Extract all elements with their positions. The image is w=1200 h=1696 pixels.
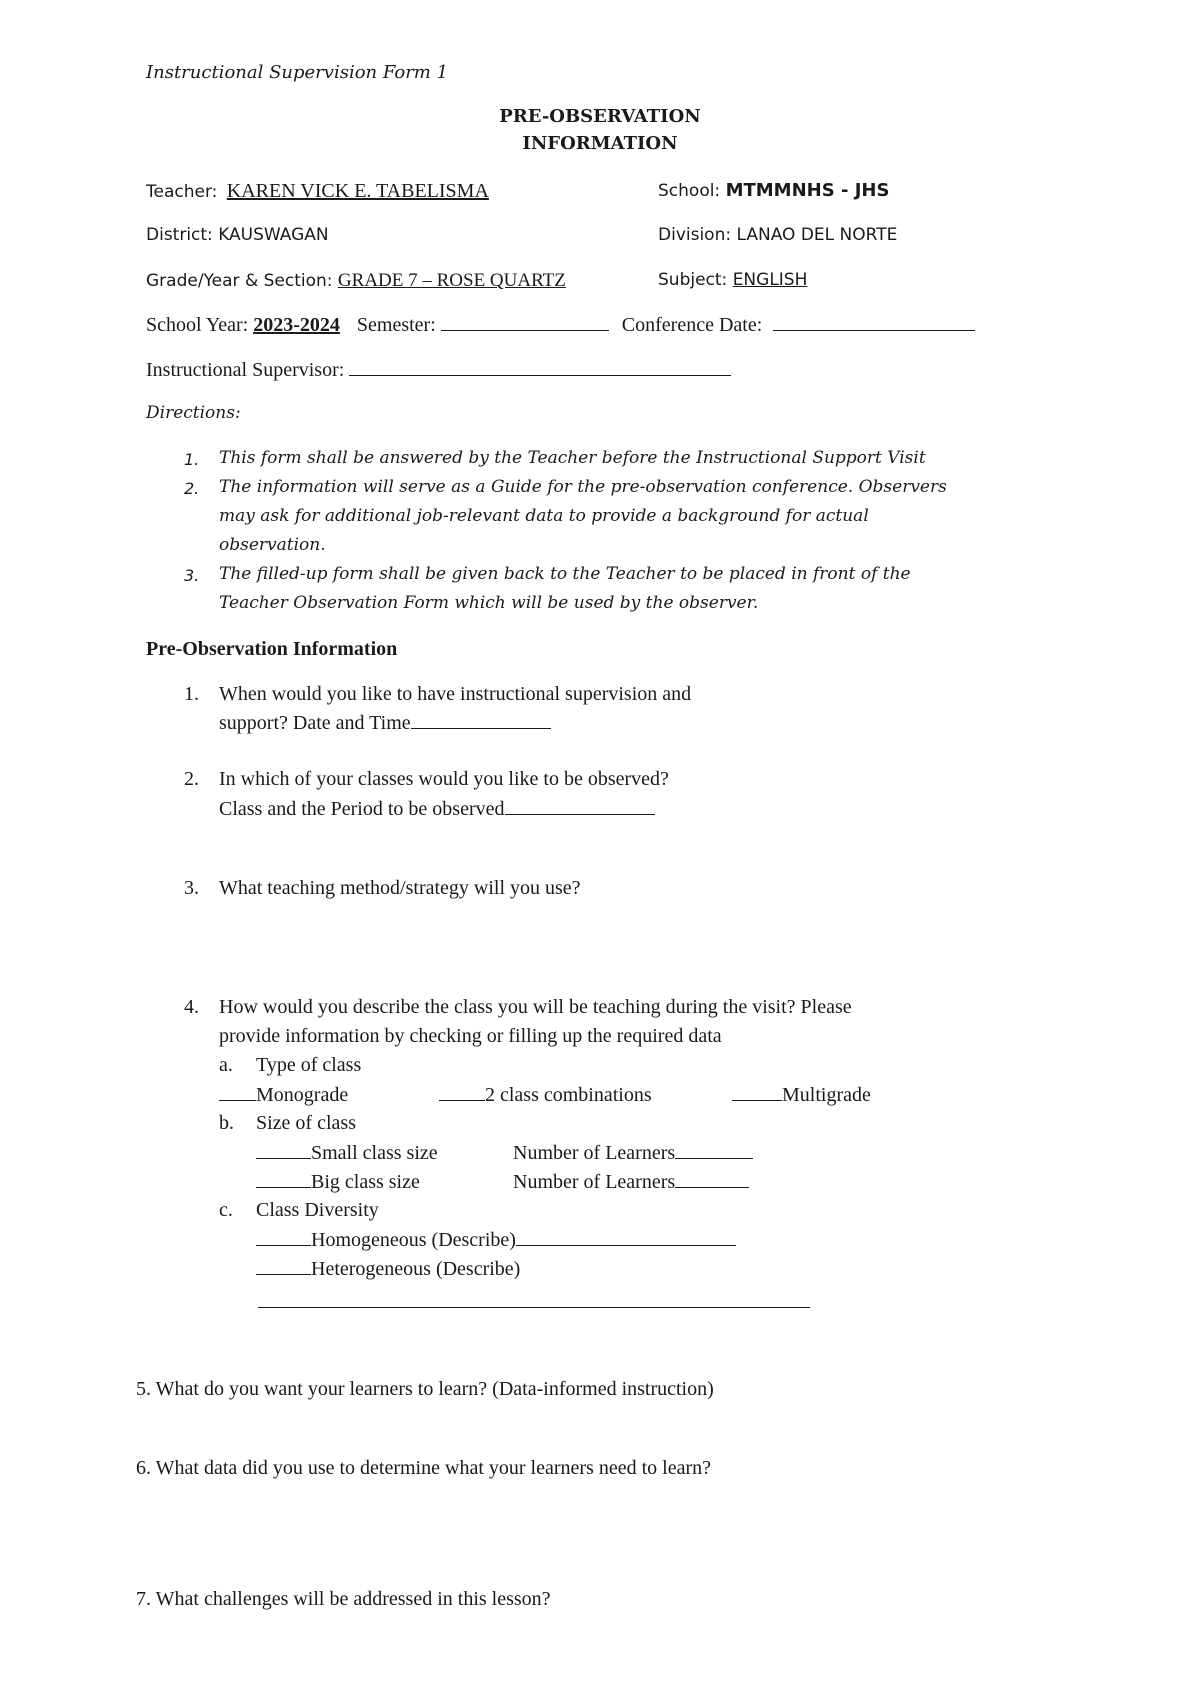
question-number: 4. (184, 996, 199, 1018)
subject-value[interactable]: ENGLISH (732, 270, 808, 290)
direction-line: The information will serve as a Guide for the pre-observation conference. Observers (219, 477, 947, 497)
direction-number: 2. (184, 479, 200, 498)
district-value[interactable]: KAUSWAGAN (218, 225, 329, 245)
semester-label: Semester: (356, 314, 436, 336)
homogeneous-describe-field[interactable] (516, 1228, 736, 1246)
class-period-field[interactable] (505, 797, 655, 815)
semester-field[interactable] (441, 313, 609, 331)
direction-line: This form shall be answered by the Teacher before the Instructional Support Visit (219, 448, 926, 468)
grade-row (146, 270, 566, 292)
small-class-check[interactable] (256, 1141, 311, 1159)
big-class-label: Big class size (311, 1171, 420, 1193)
small-class-learners (513, 1141, 753, 1165)
school-year-row (146, 313, 975, 337)
homogeneous-check[interactable] (256, 1228, 311, 1246)
direction-number: 1. (184, 450, 200, 469)
monograde-option[interactable] (219, 1083, 348, 1107)
question-6: 6. What data did you use to determine what your learners need to learn? (136, 1457, 711, 1479)
question-number: 2. (184, 768, 199, 790)
teacher-row (146, 180, 495, 203)
two-class-combination-check[interactable] (439, 1083, 485, 1101)
school-year-label: School Year: (146, 314, 249, 336)
direction-line: The filled-up form shall be given back to the Teacher to be placed in front of the (219, 564, 911, 584)
school-row (658, 180, 889, 201)
multigrade-label: Multigrade (782, 1084, 871, 1106)
homogeneous-label: Homogeneous (Describe) (311, 1229, 516, 1251)
question-number: 1. (184, 683, 199, 705)
question-1-line-1: When would you like to have instructional supervision and (219, 683, 692, 705)
school-label: School: (658, 181, 721, 201)
question-5: 5. What do you want your learners to learn? (Data-informed instruction) (136, 1378, 714, 1400)
two-class-combination-label: 2 class combinations (485, 1084, 652, 1106)
type-of-class-label: Type of class (256, 1054, 362, 1076)
form-label: Instructional Supervision Form 1 (146, 62, 449, 83)
division-value[interactable]: LANAO DEL NORTE (736, 225, 898, 245)
number-of-learners-label: Number of Learners (513, 1142, 676, 1164)
teacher-value[interactable]: KAREN VICK E. TABELISMA (226, 180, 489, 202)
big-class-check[interactable] (256, 1170, 311, 1188)
pre-observation-heading: Pre-Observation Information (146, 638, 398, 660)
big-class-learners-field[interactable] (675, 1170, 749, 1188)
conference-date-field[interactable] (773, 313, 975, 331)
direction-line: may ask for additional job-relevant data to provide a background for actual (219, 506, 869, 526)
homogeneous-option[interactable] (256, 1228, 736, 1252)
heterogeneous-describe-field[interactable] (258, 1307, 810, 1308)
supervisor-field[interactable] (349, 358, 731, 376)
small-class-option[interactable] (256, 1141, 438, 1165)
subject-label: Subject: (658, 270, 728, 290)
heterogeneous-option[interactable] (256, 1257, 520, 1281)
question-3-line-1: What teaching method/strategy will you use? (219, 877, 581, 899)
direction-line: Teacher Observation Form which will be used by the observer. (219, 593, 759, 613)
class-diversity-label: Class Diversity (256, 1199, 379, 1221)
district-row (146, 225, 329, 245)
conference-date-label: Conference Date: (621, 314, 763, 336)
division-row (658, 225, 897, 245)
multigrade-check[interactable] (732, 1083, 782, 1101)
grade-label: Grade/Year & Section: (146, 271, 333, 291)
supervisor-label: Instructional Supervisor: (146, 359, 345, 381)
supervisor-row (146, 358, 731, 382)
directions-heading: Directions: (146, 403, 241, 423)
question-1-line-2 (219, 711, 551, 735)
direction-number: 3. (184, 566, 200, 585)
question-4-line-1: How would you describe the class you will be teaching during the visit? Please (219, 996, 852, 1018)
question-1-prompt: support? Date and Time (219, 712, 411, 734)
district-label: District: (146, 225, 213, 245)
direction-line: observation. (219, 535, 326, 555)
small-class-learners-field[interactable] (675, 1141, 753, 1159)
school-value[interactable]: MTMMNHS - JHS (725, 180, 890, 201)
two-class-combination-option[interactable] (439, 1083, 652, 1107)
small-class-label: Small class size (311, 1142, 438, 1164)
division-label: Division: (658, 225, 732, 245)
date-time-field[interactable] (411, 711, 551, 729)
big-class-learners (513, 1170, 749, 1194)
question-number: 3. (184, 877, 199, 899)
grade-value[interactable]: GRADE 7 – ROSE QUARTZ (337, 270, 566, 291)
size-of-class-label: Size of class (256, 1112, 356, 1134)
sub-letter: a. (219, 1054, 233, 1076)
question-2-prompt: Class and the Period to be observed (219, 798, 505, 820)
heterogeneous-check[interactable] (256, 1257, 311, 1275)
question-2-line-2 (219, 797, 655, 821)
question-2-line-1: In which of your classes would you like to be observed? (219, 768, 669, 790)
question-4-line-2: provide information by checking or filling up the required data (219, 1025, 722, 1047)
page-title-line-1: PRE-OBSERVATION (499, 106, 701, 127)
sub-letter: b. (219, 1112, 234, 1134)
teacher-label: Teacher: (146, 182, 218, 202)
sub-letter: c. (219, 1199, 233, 1221)
monograde-check[interactable] (219, 1083, 256, 1101)
monograde-label: Monograde (256, 1084, 349, 1106)
school-year-value[interactable]: 2023-2024 (253, 314, 340, 336)
page-title-line-2: INFORMATION (522, 133, 678, 154)
multigrade-option[interactable] (732, 1083, 871, 1107)
question-7: 7. What challenges will be addressed in this lesson? (136, 1588, 551, 1610)
number-of-learners-label: Number of Learners (513, 1171, 676, 1193)
heterogeneous-label: Heterogeneous (Describe) (311, 1258, 521, 1280)
big-class-option[interactable] (256, 1170, 420, 1194)
subject-row (658, 270, 807, 290)
